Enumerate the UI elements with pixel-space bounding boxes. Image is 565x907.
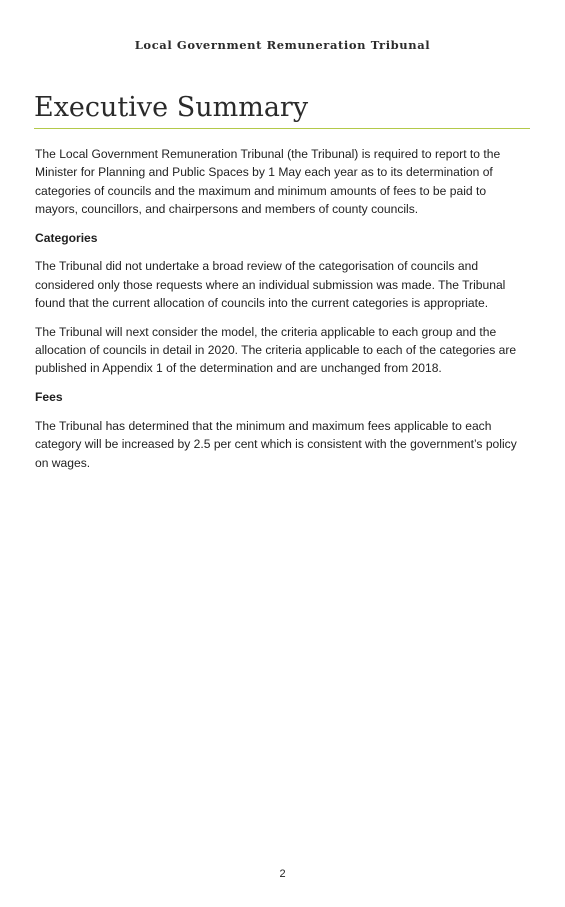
intro-paragraph: The Local Government Remuneration Tribunal (the Tribunal) is required to report to the Minister for Planning and Public Spaces by 1 May each year as to its determination of categories of councils and the maximum and minimum amounts of fees to be paid to mayors, councillors, and chairpersons and members of county councils. bbox=[35, 147, 501, 216]
page-number: 2 bbox=[279, 868, 286, 880]
document-body bbox=[35, 145, 532, 482]
title-underline bbox=[34, 128, 530, 129]
categories-paragraph-1: The Tribunal did not undertake a broad review of the categorisation of councils and considered only those requests where an individual submission was made. The Tribunal found that the current allocation of councils into the current categories is appropriate. bbox=[35, 259, 506, 311]
categories-heading: Categories bbox=[35, 230, 98, 245]
running-header: Local Government Remuneration Tribunal bbox=[134, 38, 431, 52]
fees-paragraph: The Tribunal has determined that the minimum and maximum fees applicable to each category will be increased by 2.5 per cent which is consistent with the government’s policy on wages. bbox=[35, 419, 517, 470]
fees-heading: Fees bbox=[35, 390, 63, 405]
page-title: Executive Summary bbox=[34, 92, 309, 123]
categories-paragraph-2: The Tribunal will next consider the model, the criteria applicable to each group and the allocation of councils in detail in 2020. The criteria applicable to each of the categories are published in Appendix 1 of the determination and are unchanged from 2018. bbox=[35, 324, 517, 376]
